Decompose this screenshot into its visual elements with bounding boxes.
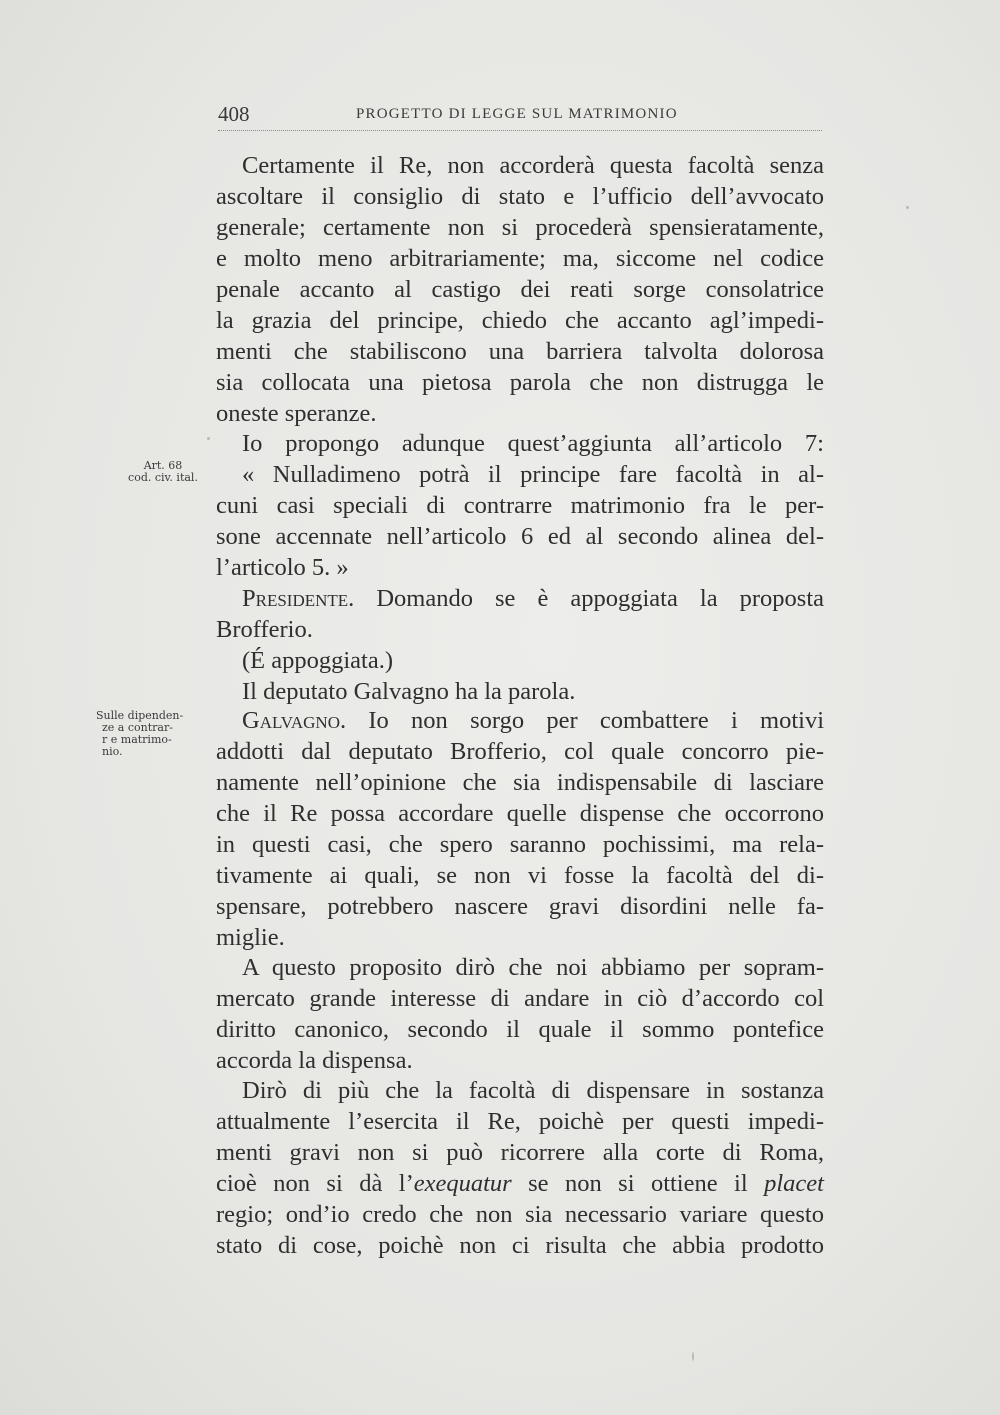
italic-term: placet	[764, 1170, 824, 1197]
text-line-with-italics	[216, 1168, 824, 1199]
speech-text: Io non sorgo per combattere i motivi	[368, 707, 824, 734]
margin-note-line: r e matrimo-	[102, 733, 172, 746]
text-line: Dirò di più che la facoltà di dispensare in sostanza	[242, 1077, 824, 1104]
margin-note-article-reference	[118, 460, 208, 484]
text-line: sia collocata una pietosa parola che non distrugga le	[216, 369, 824, 396]
text-line: tivamente ai quali, se non vi fosse la facoltà del di-	[216, 862, 824, 889]
speaker-name: Galvagno.	[242, 707, 347, 734]
paper-speck	[906, 206, 909, 209]
text-line: (É appoggiata.)	[242, 647, 394, 674]
running-title: PROGETTO DI LEGGE SUL MATRIMONIO	[356, 106, 678, 122]
paper-speck	[207, 437, 210, 440]
text-segment: cioè non si dà l’	[216, 1170, 414, 1197]
text-line: spensare, potrebbero nascere gravi disordini nelle fa-	[216, 893, 824, 920]
speaker-name: Presidente.	[242, 585, 355, 612]
margin-note-line: cod. civ. ital.	[128, 471, 198, 484]
text-line: addotti dal deputato Brofferio, col quale concorro pie-	[216, 738, 824, 765]
text-line: la grazia del principe, chiedo che accanto agl’impedi-	[216, 307, 824, 334]
text-line: Brofferio.	[216, 616, 313, 643]
text-line-speaker	[216, 705, 824, 736]
margin-note-topic	[96, 710, 208, 758]
text-line: « Nulladimeno potrà il principe fare facoltà in al-	[242, 461, 824, 488]
text-line: e molto meno arbitrariamente; ma, siccome nel codice	[216, 245, 824, 272]
margin-note-line: Sulle dipenden-	[96, 709, 184, 722]
text-line: Certamente il Re, non accorderà questa facoltà senza	[242, 152, 824, 179]
text-line: regio; ond’io credo che non sia necessario variare questo	[216, 1201, 824, 1228]
page-header	[218, 102, 822, 131]
text-line: A questo proposito dirò che noi abbiamo per sopram-	[242, 954, 824, 981]
text-line: sone accennate nell’articolo 6 ed al secondo alinea del-	[216, 523, 824, 550]
text-line: namente nell’opinione che sia indispensabile di lasciare	[216, 769, 824, 796]
text-line: oneste speranze.	[216, 400, 377, 427]
text-line: generale; certamente non si procederà spensieratamente,	[216, 214, 824, 241]
text-line: stato di cose, poichè non ci risulta che abbia prodotto	[216, 1232, 824, 1259]
text-line: Io propongo adunque quest’aggiunta all’articolo 7:	[242, 430, 824, 457]
margin-note-line: nio.	[102, 745, 123, 758]
speech-text: Domando se è appoggiata la proposta	[376, 585, 825, 612]
text-line: miglie.	[216, 924, 285, 951]
text-line: Il deputato Galvagno ha la parola.	[242, 678, 576, 705]
paper-speck	[692, 1352, 694, 1361]
text-line: mercato grande interesse di andare in ciò d’accordo col	[216, 985, 824, 1012]
text-line: menti che stabiliscono una barriera talvolta dolorosa	[216, 338, 824, 365]
text-line: ascoltare il consiglio di stato e l’ufficio dell’avvocato	[216, 183, 824, 210]
text-line: attualmente l’esercita il Re, poichè per questi impedi-	[216, 1108, 824, 1135]
text-segment: se non si ottiene il	[511, 1170, 765, 1197]
text-line: menti gravi non si può ricorrere alla corte di Roma,	[216, 1139, 824, 1166]
italic-term: exequatur	[413, 1170, 512, 1197]
text-line: accorda la dispensa.	[216, 1047, 413, 1074]
margin-note-line: Art. 68	[143, 459, 183, 472]
text-line: che il Re possa accordare quelle dispense che occorrono	[216, 800, 824, 827]
text-line: penale accanto al castigo dei reati sorge consolatrice	[216, 276, 824, 303]
page-number: 408	[218, 102, 250, 126]
text-line-speaker	[216, 583, 824, 614]
margin-note-line: ze a contrar-	[102, 721, 173, 734]
text-line: diritto canonico, secondo il quale il sommo pontefice	[216, 1016, 824, 1043]
text-line: cuni casi speciali di contrarre matrimonio fra le per-	[216, 492, 824, 519]
text-line: in questi casi, che spero saranno pochissimi, ma rela-	[216, 831, 824, 858]
text-line: l’articolo 5. »	[216, 554, 349, 581]
